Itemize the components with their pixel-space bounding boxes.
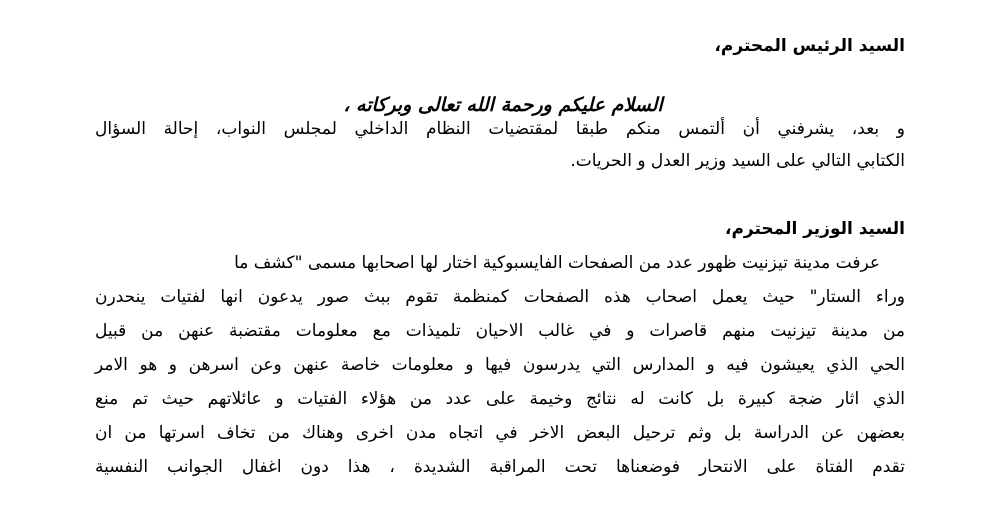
body-line: تقدم الفتاة على الانتحار فوضعناها تحت المراقبة الشديدة ، هذا دون اغفال الجوانب النفسية xyxy=(95,457,905,477)
intro-line: الكتابي التالي على السيد وزير العدل و الحريات. xyxy=(570,151,905,171)
body-line: بعضهن عن الدراسة بل وثم ترحيل البعض الاخر في اتجاه مدن اخرى وهناك من تخاف اسرتها من ان xyxy=(95,423,905,443)
greeting-president: السيد الرئيس المحترم، xyxy=(714,36,905,56)
salutation-line: السلام عليكم ورحمة الله تعالى وبركاته ، xyxy=(343,94,663,116)
body-line: الحي الذي يعيشون فيه و المدارس التي يدرسون فيها و معلومات خاصة عنهن وعن اسرهن و هو الامر xyxy=(95,355,905,375)
body-line: الذي اثار ضجة كبيرة بل كانت له نتائج وخيمة على عدد من هؤلاء الفتيات و عائلاتهم حيث تم منع xyxy=(95,389,905,409)
body-line: عرفت مدينة تيزنيت ظهور عدد من الصفحات الفايسبوكية اختار لها اصحابها مسمى "كشف ما xyxy=(234,253,880,273)
body-line: وراء الستار" حيث يعمل اصحاب هذه الصفحات كمنظمة تقوم ببث صور يدعون انها لفتيات ينحدرن xyxy=(95,287,905,307)
body-line: من مدينة تيزنيت منهم قاصرات و في غالب الاحيان تلميذات مع معلومات مقتضبة عنهن من قبيل xyxy=(95,321,905,341)
intro-line: و بعد، يشرفني أن ألتمس منكم طبقا لمقتضيات النظام الداخلي لمجلس النواب، إحالة السؤال xyxy=(95,119,905,139)
greeting-minister: السيد الوزير المحترم، xyxy=(724,219,905,239)
